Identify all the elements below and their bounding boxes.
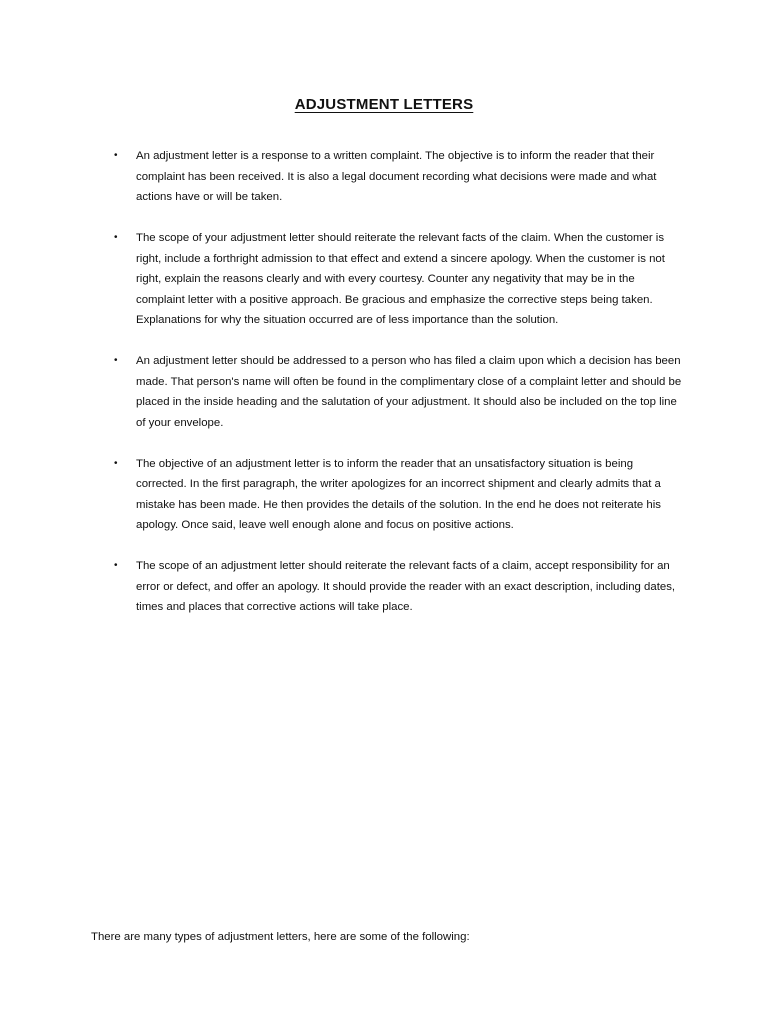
list-item-text: An adjustment letter is a response to a written complaint. The objective is to inform the reader that their complaint has been received. It is also a legal document recording what decisions were made and what actions have or will be taken. [136,150,657,203]
list-item [110,454,685,536]
list-item-text: The scope of your adjustment letter should reiterate the relevant facts of the claim. When the customer is right, include a forthright admission to that effect and extend a sincere apology. When the customer is not right, explain the reasons clearly and with every courtesy. Counter any negativity that may be in the complaint letter with a positive approach. Be gracious and emphasize the corrective steps being taken. Explanations for why the situation occurred are of less importance than the solution. [136,232,665,326]
list-item-text: The objective of an adjustment letter is to inform the reader that an unsatisfactory situation is being corrected. In the first paragraph, the writer apologizes for an incorrect shipment and clearly admits that a mistake has been made. He then provides the details of the solution. In the end he does not reiterate his apology. Once said, leave well enough alone and focus on positive actions. [136,457,661,531]
list-item [110,556,685,618]
bullet-list [110,146,685,638]
document-title-text: ADJUSTMENT LETTERS [294,96,474,113]
document-title [0,96,768,113]
bullet-icon: • [114,560,118,571]
list-item [110,146,685,208]
list-item [110,228,685,331]
bullet-icon: • [114,457,118,469]
bullet-icon: • [114,232,118,243]
list-item-text: The scope of an adjustment letter should reiterate the relevant facts of a claim, accept responsibility for an error or defect, and offer an apology. It should provide the reader with an exact description, including dates, times and places that corrective actions will take place. [136,560,676,613]
closing-paragraph: There are many types of adjustment letters, here are some of the following: [91,931,470,943]
list-item-text: An adjustment letter should be addressed to a person who has filed a claim upon which a decision has been made. That person's name will often be found in the complimentary close of a complaint letter and should be placed in the inside heading and the salutation of your adjustment. It should also be included on the top line of your envelope. [136,355,682,429]
bullet-icon: • [114,150,118,161]
bullet-icon: • [114,355,118,366]
list-item [110,351,685,433]
